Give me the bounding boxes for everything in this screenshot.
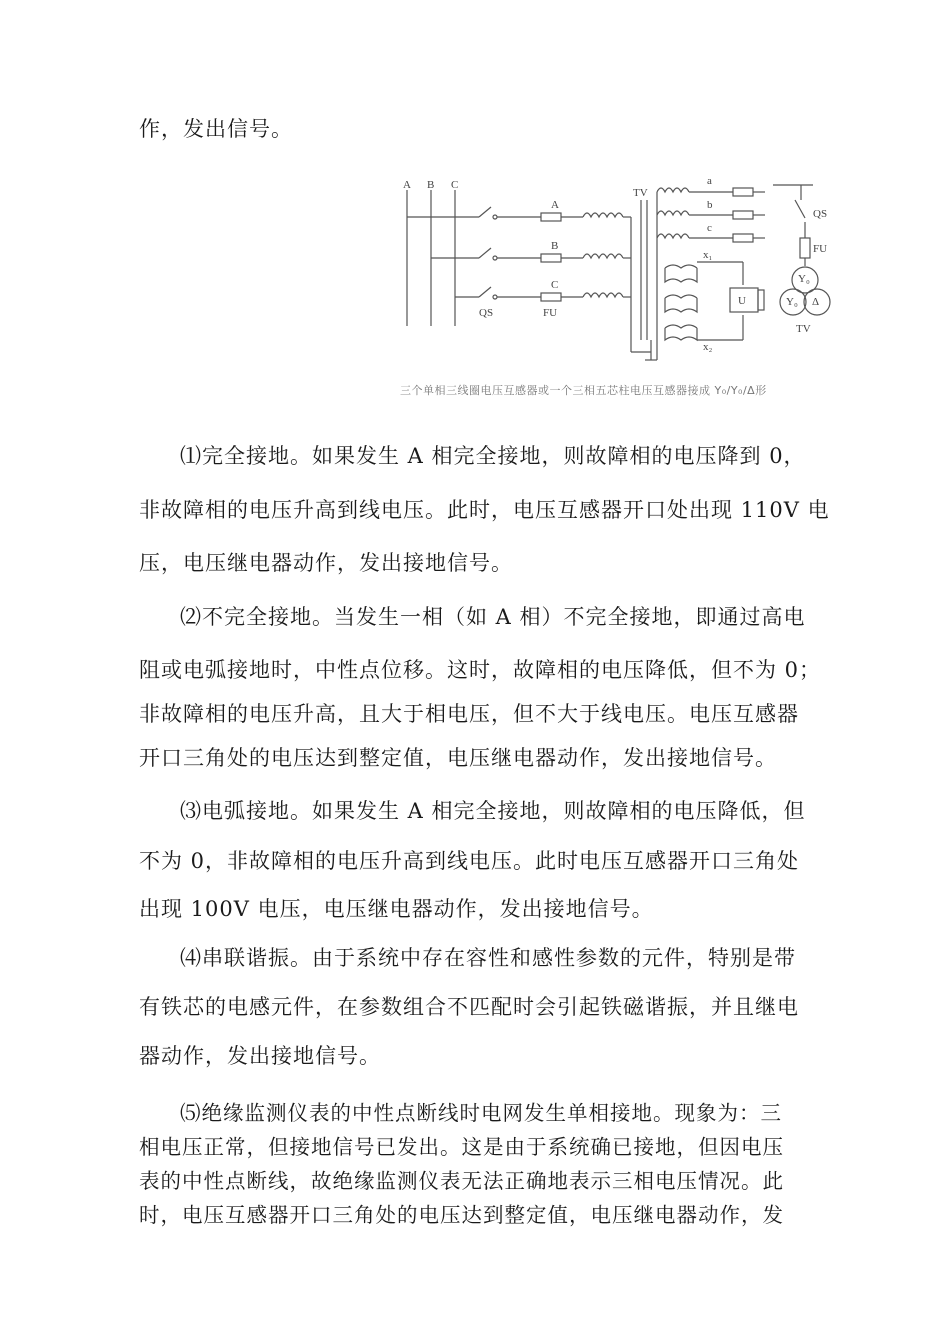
p1-line-3: 压，电压继电器动作，发出接地信号。	[139, 551, 513, 575]
x1-label: x₁	[703, 249, 713, 261]
relay-u-label: U	[738, 295, 746, 307]
p4-line-2: 有铁芯的电感元件，在参数组合不匹配时会引起铁磁谐振，并且继电	[139, 995, 799, 1019]
circuit-diagram	[393, 170, 893, 410]
p2-line-1: ⑵不完全接地。当发生一相（如 A 相）不完全接地，即通过高电	[180, 605, 806, 629]
p5-line-1: ⑸绝缘监测仪表的中性点断线时电网发生单相接地。现象为：三	[180, 1101, 782, 1125]
p4-line-1: ⑷串联谐振。由于系统中存在容性和感性参数的元件，特别是带	[180, 946, 796, 970]
p3-line-1: ⑶电弧接地。如果发生 A 相完全接地，则故障相的电压降低，但	[180, 799, 806, 823]
delta-label: Δ	[812, 296, 820, 308]
fu-right-label: FU	[813, 243, 828, 255]
p3-line-2: 不为 0，非故障相的电压升高到线电压。此时电压互感器开口三角处	[139, 849, 800, 873]
bus-c-label: C	[451, 179, 459, 191]
p1-line-1: ⑴完全接地。如果发生 A 相完全接地，则故障相的电压降到 0，	[180, 444, 806, 468]
p2-line-4: 开口三角处的电压达到整定值，电压继电器动作，发出接地信号。	[139, 746, 777, 770]
bus-b-label: B	[427, 179, 435, 191]
y0-left-label: Y₀	[786, 296, 798, 308]
p5-line-3: 表的中性点断线，故绝缘监测仪表无法正确地表示三相电压情况。此	[139, 1169, 784, 1193]
p1-line-2: 非故障相的电压升高到线电压。此时，电压互感器开口处出现 110V 电	[139, 498, 830, 522]
p5-line-4: 时，电压互感器开口三角处的电压达到整定值，电压继电器动作，发	[139, 1203, 784, 1227]
p2-line-2: 阻或电弧接地时，中性点位移。这时，故障相的电压降低，但不为 0；	[139, 658, 822, 682]
phase-a-label: A	[551, 199, 559, 211]
tv-left-label: TV	[633, 187, 648, 199]
top-line: 作，发出信号。	[139, 117, 293, 141]
qs-left-label: QS	[479, 307, 494, 319]
phase-c-label: C	[551, 279, 559, 291]
sec-a-label: a	[707, 175, 712, 187]
p4-line-3: 器动作，发出接地信号。	[139, 1044, 381, 1068]
p5-line-2: 相电压正常，但接地信号已发出。这是由于系统确已接地，但因电压	[139, 1135, 784, 1159]
tv-right-label: TV	[796, 323, 811, 335]
fu-left-label: FU	[543, 307, 558, 319]
sec-c-label: c	[707, 222, 712, 234]
phase-b-label: B	[551, 240, 559, 252]
bus-a-label: A	[403, 179, 411, 191]
figure-caption: 三个单相三线圈电压互感器或一个三相五芯柱电压互感器接成 Y₀/Y₀/Δ形	[400, 384, 767, 397]
y0-top-label: Y₀	[798, 273, 810, 285]
x2-label: x₂	[703, 341, 713, 353]
qs-right-label: QS	[813, 208, 828, 220]
p3-line-3: 出现 100V 电压，电压继电器动作，发出接地信号。	[139, 897, 654, 921]
circuit-diagram-svg	[393, 170, 893, 410]
sec-b-label: b	[707, 199, 713, 211]
p2-line-3: 非故障相的电压升高，且大于相电压，但不大于线电压。电压互感器	[139, 702, 799, 726]
